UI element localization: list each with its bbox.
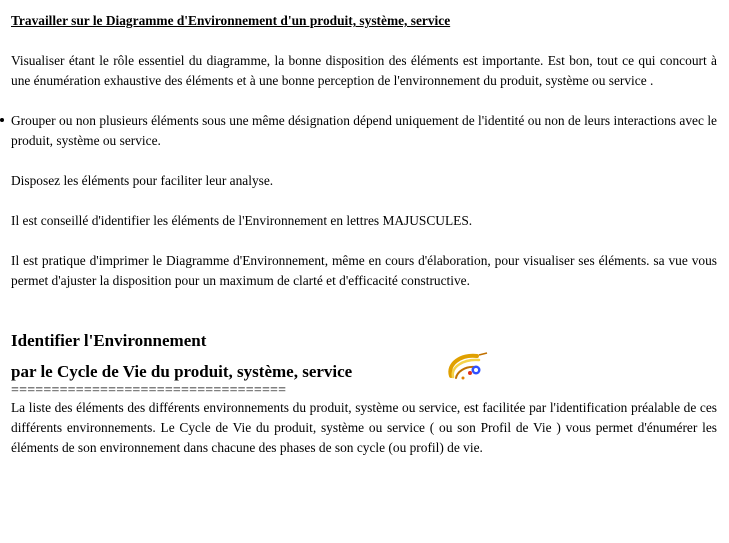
section-heading-cycle: par le Cycle de Vie du produit, système, service: [11, 362, 353, 381]
cycle-swirl-icon: [443, 350, 491, 384]
paragraph-disposez: Disposez les éléments pour faciliter leur analyse.: [11, 173, 274, 188]
bullet-item: [11, 111, 717, 151]
paragraph-visualiser: Visualiser étant le rôle essentiel du diagramme, la bonne disposition des éléments est importante. Est bon, tout ce qui concourt à une énumération exhaustive des éléments et à une bonne perception de l'environnement du produit, système ou service .: [11, 53, 717, 88]
document-body: [11, 11, 717, 458]
paragraph-majuscules: Il est conseillé d'identifier les éléments de l'Environnement en lettres MAJUSCULES.: [11, 213, 473, 228]
section-subheading-row: [11, 356, 717, 387]
page-title: Travailler sur le Diagramme d'Environnement d'un produit, système, service: [11, 13, 451, 28]
paragraph-imprimer: Il est pratique d'imprimer le Diagramme d'Environnement, même en cours d'élaboration, pour visualiser ses éléments. sa vue vous permet d'ajuster la disposition pour un maximum de clarté et d'efficacité constructive.: [11, 253, 717, 288]
separator-rule: ==================================: [11, 384, 287, 398]
section-heading-identifier: Identifier l'Environnement: [11, 331, 207, 350]
paragraph-grouper: Grouper ou non plusieurs éléments sous une même désignation dépend uniquement de l'identité ou non de leurs interactions avec le produit, système ou service.: [11, 113, 717, 148]
paragraph-liste: La liste des éléments des différents environnements du produit, système ou service, est facilitée par l'identification préalable de ces différents environnements. Le Cycle de Vie du produit, système ou service ( ou son Profil de Vie ) vous permet d'énumérer les éléments de son environnement dans chacune des phases de son cycle (ou profil) de vie.: [11, 400, 717, 455]
bullet-dot: [0, 118, 4, 122]
